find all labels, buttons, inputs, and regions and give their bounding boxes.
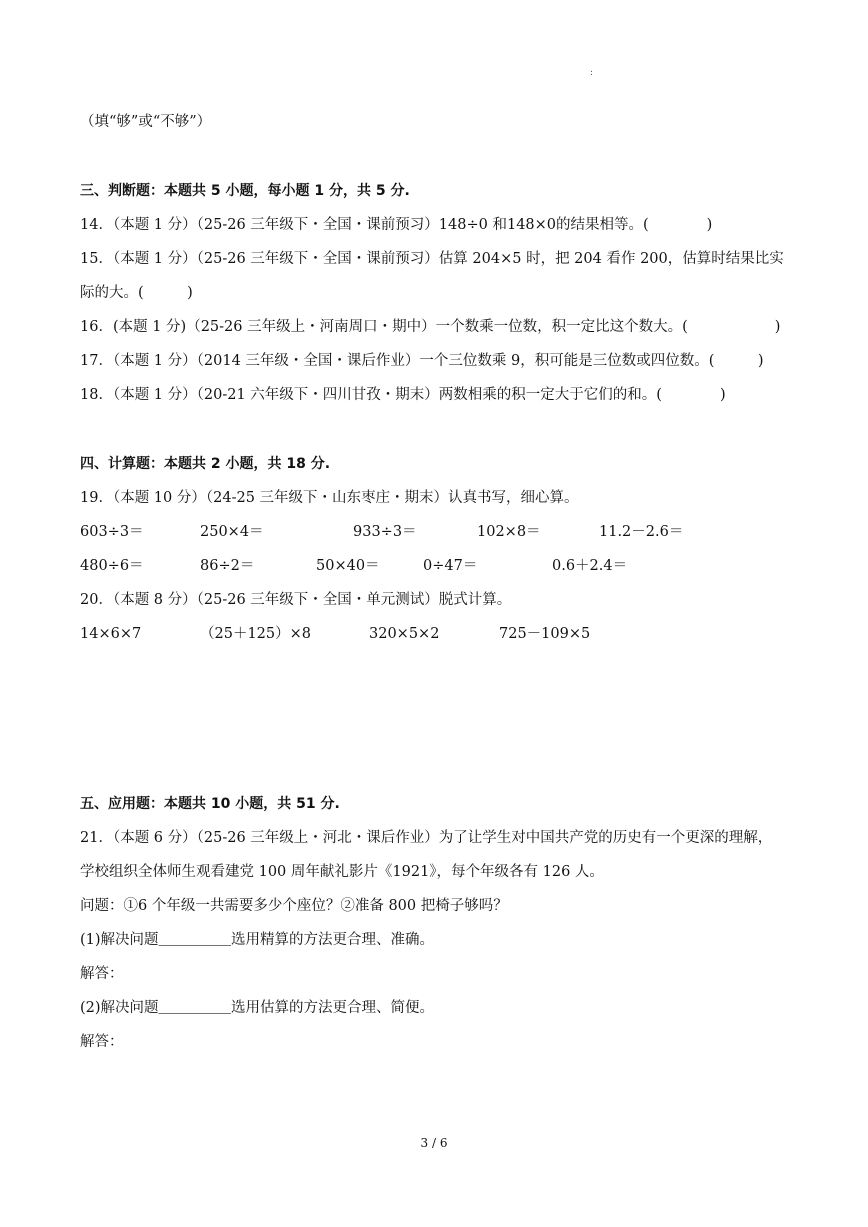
section5-heading: 五、应用题：本题共 10 小题，共 51 分.	[80, 796, 340, 812]
question-18: 18．（本题 1 分）（20-21 六年级下・四川甘孜・期末）两数相乘的积一定大于它们的和。( )	[80, 387, 726, 403]
question-21-line2: 学校组织全体师生观看建党 100 周年献礼影片《1921》，每个年级各有 126 人。	[80, 864, 604, 880]
calc-item: 933÷3＝	[353, 524, 417, 540]
calc-item: 86÷2＝	[200, 558, 255, 574]
section4-heading: 四、计算题：本题共 2 小题，共 18 分.	[80, 456, 331, 472]
header-mark: :	[590, 68, 594, 78]
question-15-line2: 际的大。( )	[80, 285, 193, 301]
question-21-problem: 问题：①6 个年级一共需要多少个座位？②准备 800 把椅子够吗？	[80, 898, 508, 914]
question-17: 17．（本题 1 分）（2014 三年级・全国・课后作业）一个三位数乘 9，积可能是三位数或四位数。( )	[80, 353, 764, 369]
part-2: (2)解决问题＿＿＿＿＿选用估算的方法更合理、简便。	[80, 1000, 435, 1016]
top-note: （填“够”或“不够”）	[80, 114, 212, 130]
calc-item: （25＋125）×8	[200, 626, 312, 642]
question-21-line1: 21．（本题 6 分）（25-26 三年级上・河北・课后作业）为了让学生对中国共产党的历史有一个更深的理解，	[80, 830, 773, 846]
calc-item: 250×4＝	[200, 524, 264, 540]
calc-item: 11.2－2.6＝	[599, 524, 684, 540]
calc-item: 50×40＝	[316, 558, 380, 574]
section3-heading: 三、判断题：本题共 5 小题，每小题 1 分，共 5 分.	[80, 183, 410, 199]
calc-item: 14×6×7	[80, 626, 142, 642]
question-19: 19．（本题 10 分）（24-25 三年级下・山东枣庄・期末）认真书写，细心算。	[80, 490, 579, 506]
calc-item: 102×8＝	[477, 524, 541, 540]
question-16: 16．(本题 1 分)（25-26 三年级上・河南周口・期中）一个数乘一位数，积一定比这个数大。( )	[80, 319, 781, 335]
calc-item: 320×5×2	[369, 626, 440, 642]
calc-item: 0.6＋2.4＝	[552, 558, 628, 574]
part-1: (1)解决问题＿＿＿＿＿选用精算的方法更合理、准确。	[80, 932, 435, 948]
calc-item: 603÷3＝	[80, 524, 144, 540]
calc-item: 0÷47＝	[423, 558, 478, 574]
question-20: 20．（本题 8 分）（25-26 三年级下・全国・单元测试）脱式计算。	[80, 592, 512, 608]
question-15-line1: 15．（本题 1 分）（25-26 三年级下・全国・课前预习）估算 204×5 时，把 204 看作 200，估算时结果比实	[80, 251, 784, 267]
calc-item: 725－109×5	[499, 626, 591, 642]
page-number: 3 / 6	[420, 1136, 448, 1150]
answer-1-label: 解答：	[80, 966, 124, 982]
answer-2-label: 解答：	[80, 1034, 124, 1050]
question-14: 14．（本题 1 分）（25-26 三年级下・全国・课前预习）148÷0 和148×0的结果相等。( )	[80, 217, 713, 233]
calc-item: 480÷6＝	[80, 558, 144, 574]
